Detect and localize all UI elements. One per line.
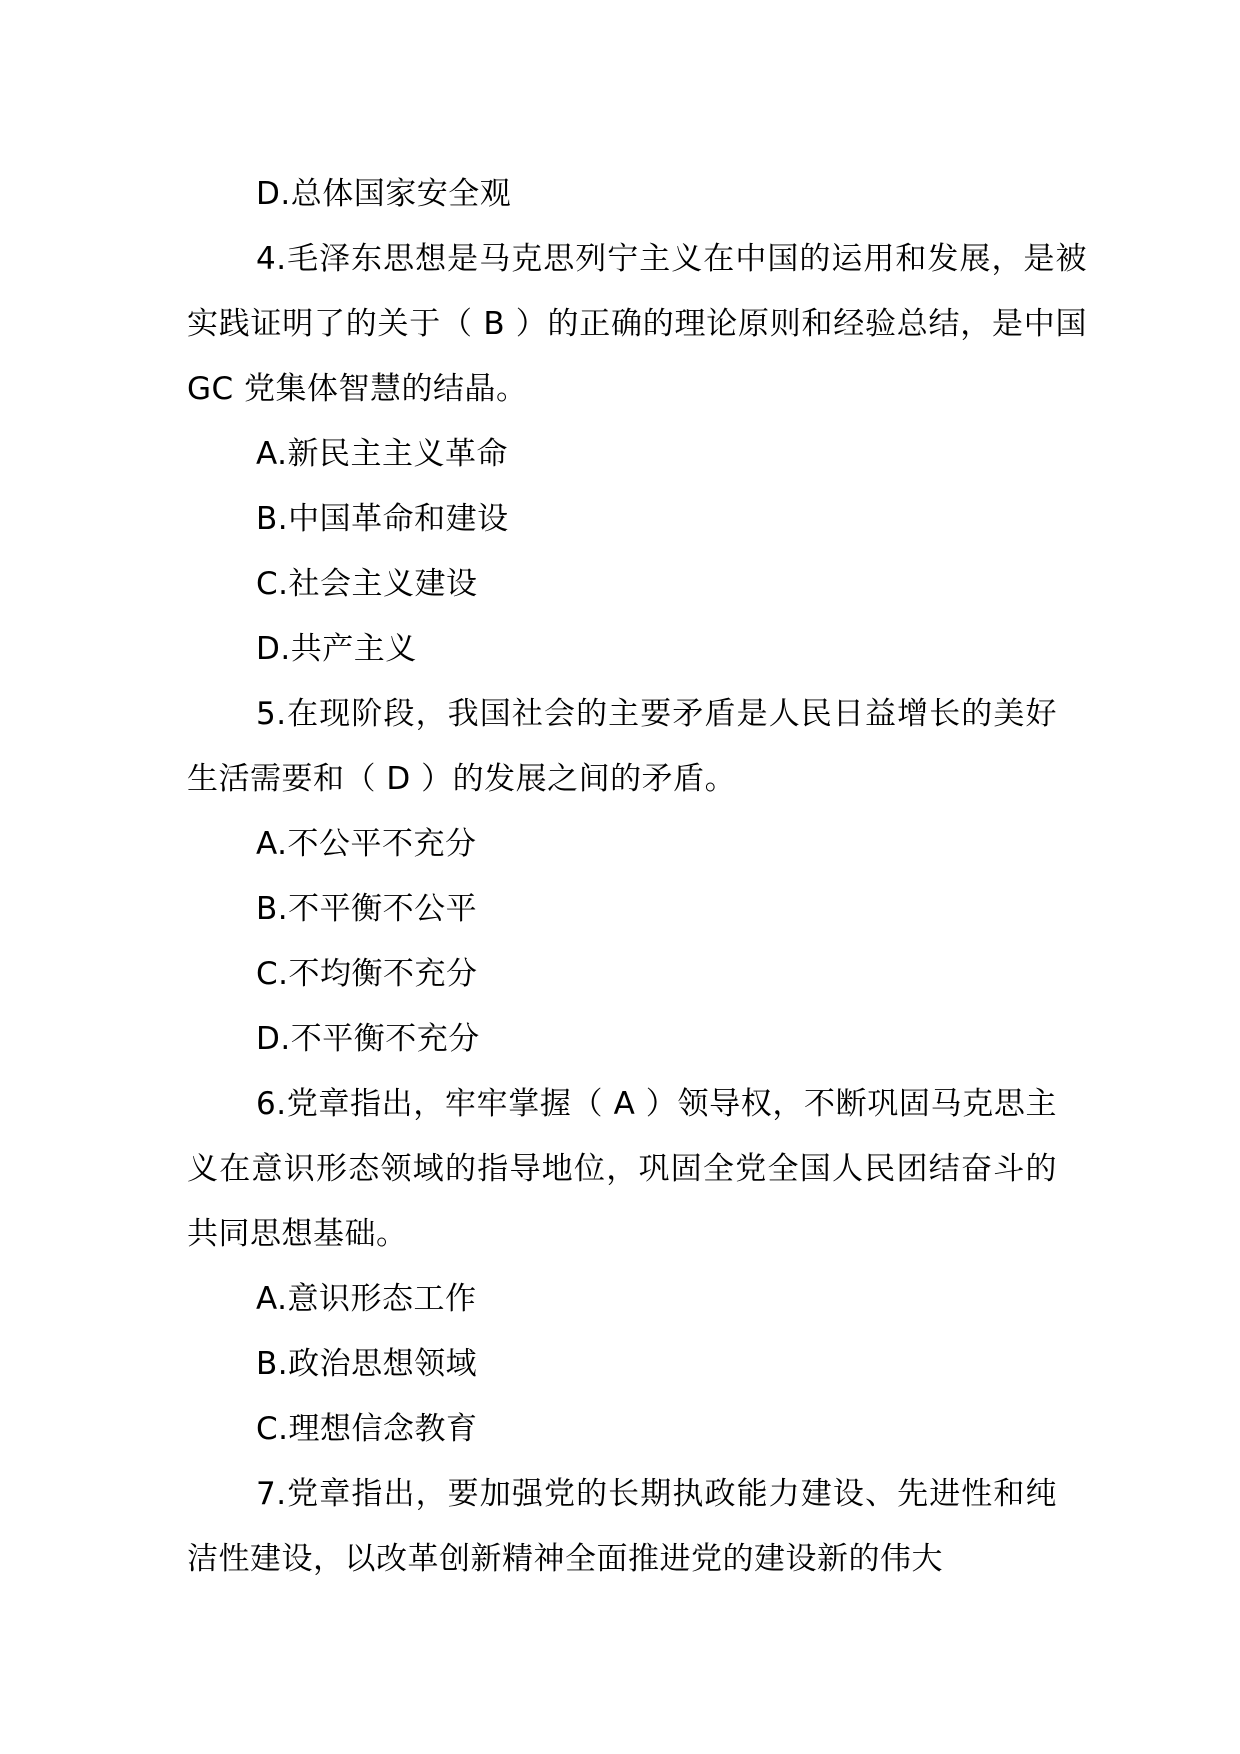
option-a-q5: A.不公平不充分: [256, 826, 477, 862]
option-a-q4: A.新民主主义革命: [256, 436, 509, 472]
question-6: 6.党章指出，牢牢掌握（ A ）领导权，不断巩固马克思主义在意识形态领域的指导地位，巩固全党全国人民团结奋斗的共同思想基础。: [187, 1086, 1057, 1252]
question-7: 7.党章指出，要加强党的长期执政能力建设、先进性和纯洁性建设，以改革创新精神全面推进党的建设新的伟大: [187, 1476, 1057, 1577]
option-a-q6: A.意识形态工作: [256, 1281, 477, 1317]
option-b-q4: B.中国革命和建设: [256, 501, 509, 537]
option-d-q3: D.总体国家安全观: [256, 176, 512, 212]
document-body: [187, 162, 1087, 1592]
option-c-q6: C.理想信念教育: [256, 1411, 478, 1447]
option-d-q5: D.不平衡不充分: [256, 1021, 480, 1057]
option-d-q4: D.共产主义: [256, 631, 417, 667]
question-5: 5.在现阶段，我国社会的主要矛盾是人民日益增长的美好生活需要和（ D ）的发展之间的矛盾。: [187, 696, 1057, 797]
option-b-q6: B.政治思想领域: [256, 1346, 478, 1382]
option-c-q5: C.不均衡不充分: [256, 956, 478, 992]
option-c-q4: C.社会主义建设: [256, 566, 478, 602]
option-b-q5: B.不平衡不公平: [256, 891, 478, 927]
question-4: 4.毛泽东思想是马克思列宁主义在中国的运用和发展，是被实践证明了的关于（ B ）的正确的理论原则和经验总结，是中国 GC 党集体智慧的结晶。: [187, 241, 1087, 407]
